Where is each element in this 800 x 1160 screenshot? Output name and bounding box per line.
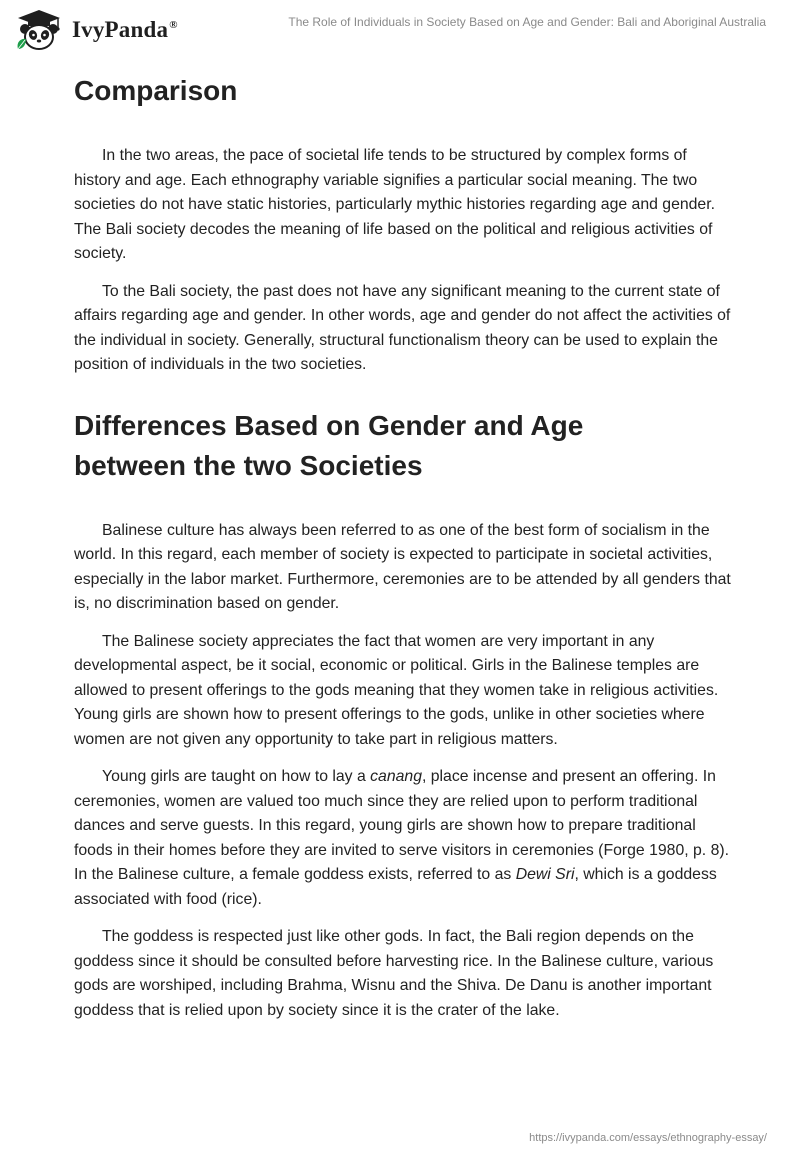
text-run: , which is a goddess associated with food (rice).: [74, 866, 717, 908]
text-run: Young girls are taught on how to lay a: [102, 768, 371, 785]
paragraph: In the two areas, the pace of societal life tends to be structured by complex forms of history and age. Each ethnography variable signifies a particular social meaning. The two societies do not have static histories, particularly mythic histories regarding age and gender. The Bali society decodes the meaning of life based on the political and religious activities of society.: [74, 147, 715, 262]
italic-term: Dewi Sri: [515, 866, 575, 883]
text-run: , place incense and present an offering. In ceremonies, women are valued too much since they are relied upon to perform traditional dances and serve guests. In this regard, young girls are shown how to prepare traditional foods in their homes before they are invited to serve visitors in ceremonies (Forge 1980, p. 8). In the Balinese culture, a female goddess exists, referred to as: [74, 768, 730, 883]
ivypanda-logo[interactable]: [14, 8, 178, 52]
paragraph: [74, 765, 734, 912]
essay-content: [74, 70, 734, 1023]
logo-wordmark: IvyPanda®: [72, 17, 178, 42]
paragraph: To the Bali society, the past does not have any significant meaning to the current state of affairs regarding age and gender. In other words, age and gender do not affect the activities of the individual in society. Generally, structural functionalism theory can be used to explain the position of individuals in the two societies.: [74, 282, 731, 373]
paragraph: The goddess is respected just like other gods. In fact, the Bali region depends on the goddess since it should be consulted before harvesting rice. In the Balinese culture, various gods are worshiped, including Brahma, Wisnu and the Shiva. De Danu is another important goddess that is relied upon by society since it is the crater of the lake.: [74, 928, 714, 1019]
panda-graduate-icon: [14, 8, 64, 52]
document-title: The Role of Individuals in Society Based on Age and Gender: Bali and Aboriginal Australia: [288, 15, 766, 29]
italic-term: canang: [370, 768, 422, 785]
source-url[interactable]: https://ivypanda.com/essays/ethnography-essay/: [529, 1132, 767, 1144]
page-header: [0, 0, 800, 60]
heading-line-2: between the two Societies: [74, 449, 423, 481]
registered-mark: ®: [169, 19, 178, 32]
paragraph: The Balinese society appreciates the fact that women are very important in any developmental aspect, be it social, economic or political. Girls in the Balinese temples are allowed to present offerings to the gods meaning that they women take in religious activities. Young girls are shown how to present offerings to the gods, unlike in other societies where women are not given any opportunity to take part in religious matters.: [74, 632, 719, 748]
heading-line-1: Differences Based on Gender and Age: [74, 409, 584, 441]
paragraph: Balinese culture has always been referred to as one of the best form of socialism in the world. In this regard, each member of society is expected to participate in societal activities, especially in the labor market. Furthermore, ceremonies are to be attended by all genders that is, no discrimination based on gender.: [74, 521, 731, 612]
section-heading-comparison: Comparison: [74, 75, 238, 106]
section-heading-differences: [74, 406, 734, 486]
